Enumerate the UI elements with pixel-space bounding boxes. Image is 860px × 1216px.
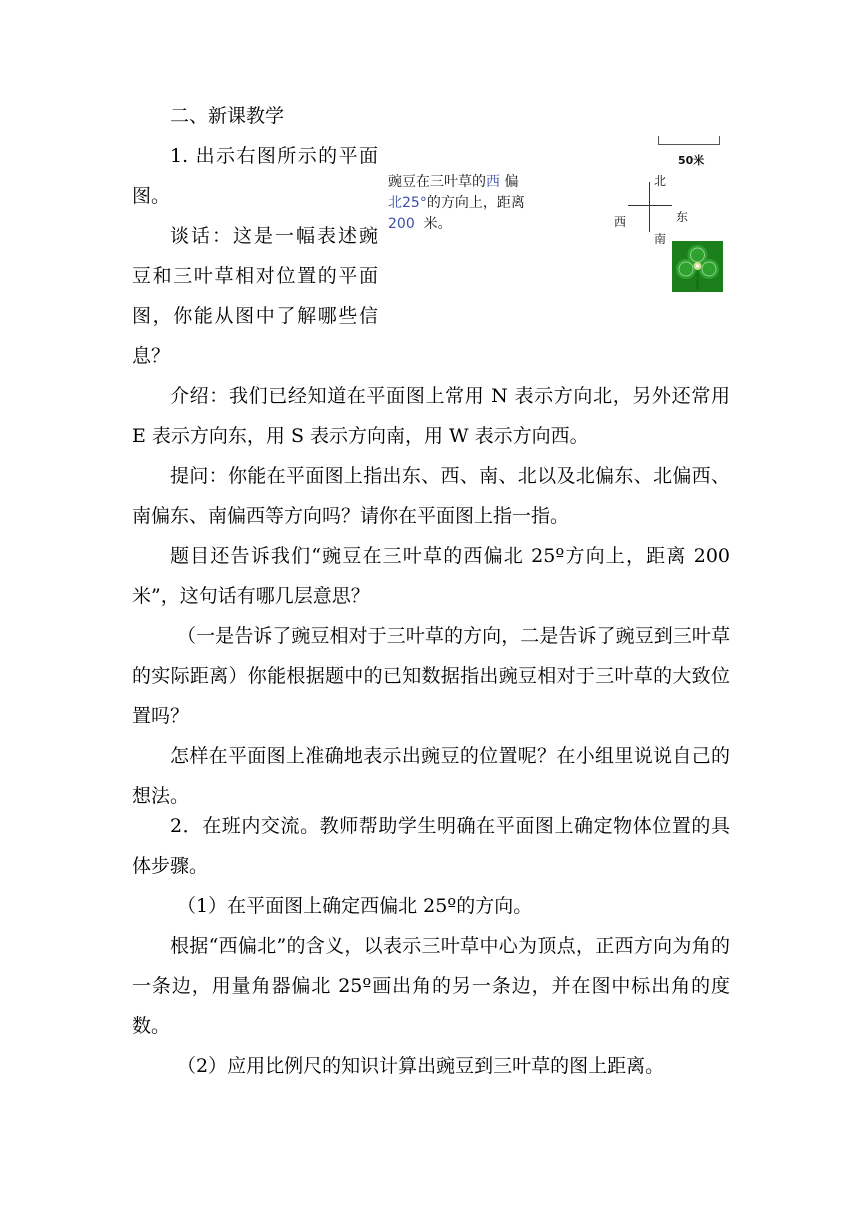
compass-ns-axis <box>649 182 650 232</box>
intro-paragraph: 介绍：我们已经知道在平面图上常用 N 表示方向北，另外还常用 E 表示方向东，用 S 表示方向南，用 W 表示方向西。 <box>132 385 730 447</box>
step-2-paragraph: （2）应用比例尺的知识计算出豌豆到三叶草的图上距离。 <box>177 1055 665 1077</box>
caption-text: 米。 <box>423 216 452 232</box>
scale-label: 50米 <box>678 154 705 167</box>
clover-icon <box>672 241 723 292</box>
item-2-paragraph: 2．在班内交流。教师帮助学生明确在平面图上确定物体位置的具体步骤。 <box>132 815 730 877</box>
caption-west: 西 <box>486 174 500 190</box>
caption-distance: 200 <box>388 216 415 232</box>
quote-paragraph: 题目还告诉我们“豌豆在三叶草的西偏北 25º方向上，距离 200 米”，这句话有哪几层意思？ <box>132 545 730 607</box>
compass-rose <box>614 172 696 246</box>
section-title: 二、新课教学 <box>170 105 285 127</box>
scale-bar <box>658 136 720 166</box>
compass-west: 西 <box>614 215 627 229</box>
compass-east: 东 <box>676 210 689 224</box>
answer-paragraph: （一是告诉了豌豆相对于三叶草的方向，二是告诉了豌豆到三叶草的实际距离）你能根据题中的已知数据指出豌豆相对于三叶草的大致位置吗？ <box>132 625 730 727</box>
compass-north: 北 <box>654 174 667 188</box>
plan-figure <box>388 136 730 296</box>
question-paragraph: 提问：你能在平面图上指出东、西、南、北以及北偏东、北偏西、南偏东、南偏西等方向吗？请你在平面图上指一指。 <box>132 465 730 527</box>
compass-south: 南 <box>654 232 667 246</box>
how-paragraph: 怎样在平面图上准确地表示出豌豆的位置呢？在小组里说说自己的想法。 <box>132 745 730 807</box>
scale-bar-line <box>658 136 720 145</box>
talk-paragraph: 谈话：这是一幅表述豌豆和三叶草相对位置的平面图，你能从图中了解哪些信息？ <box>132 225 378 367</box>
figure-caption <box>388 172 548 235</box>
caption-text: 偏 <box>504 174 519 190</box>
caption-angle: 北25° <box>388 195 427 211</box>
step-1-paragraph: （1）在平面图上确定西偏北 25º的方向。 <box>177 895 533 917</box>
caption-text: 豌豆在三叶草的 <box>388 174 486 190</box>
compass-ew-axis <box>628 205 672 206</box>
caption-text: 的方向上，距离 <box>426 195 525 211</box>
step-1-detail-paragraph: 根据“西偏北”的含义，以表示三叶草中心为顶点，正西方向为角的一条边，用量角器偏北 25º画出角的另一条边，并在图中标出角的度数。 <box>132 935 730 1037</box>
item-1-paragraph: 1. 出示右图所示的平面图。 <box>132 145 378 207</box>
